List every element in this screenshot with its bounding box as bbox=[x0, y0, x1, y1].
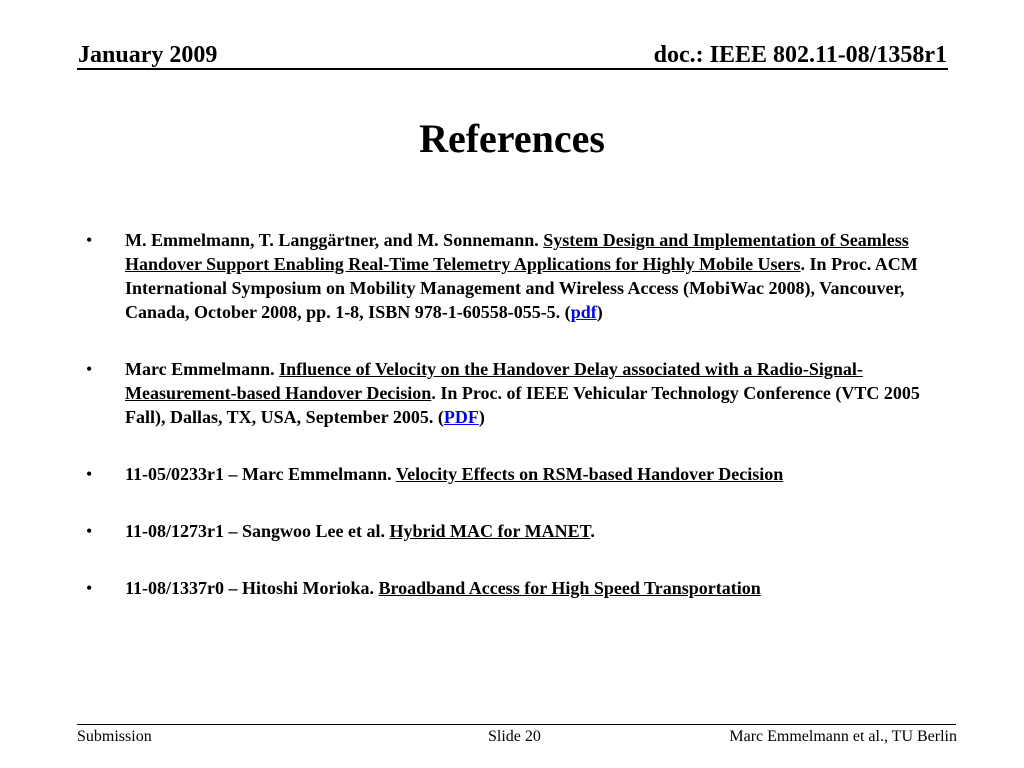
reference-authors: 11-08/1273r1 – Sangwoo Lee et al. bbox=[125, 521, 390, 541]
reference-item bbox=[86, 462, 926, 486]
reference-title-link[interactable]: Broadband Access for High Speed Transportation bbox=[378, 578, 761, 598]
reference-item bbox=[86, 576, 926, 600]
reference-authors: 11-05/0233r1 – Marc Emmelmann. bbox=[125, 464, 396, 484]
pdf-link[interactable]: PDF bbox=[443, 407, 479, 427]
reference-item bbox=[86, 357, 926, 429]
reference-details: . In Proc. ACM International Symposium on Mobility Management and Wireless Access (MobiWac 2008), Vancouver, Canada, October 2008, pp. 1-8, ISBN 978-1-60558-055-5. ( bbox=[125, 254, 918, 322]
bullet: • bbox=[86, 464, 93, 484]
footer-submission: Submission bbox=[77, 728, 152, 745]
reference-title-link[interactable]: System Design and Implementation of Seamless Handover Support Enabling Real-Time Telemetry Applications for Highly Mobile Users bbox=[125, 230, 909, 274]
reference-details: . In Proc. of IEEE Vehicular Technology Conference (VTC 2005 Fall), Dallas, TX, USA, September 2005. ( bbox=[125, 383, 920, 427]
footer-slide-number: Slide 20 bbox=[488, 728, 541, 745]
header-date: January 2009 bbox=[78, 42, 218, 68]
footer-author: Marc Emmelmann et al., TU Berlin bbox=[729, 728, 957, 745]
slide-title: References bbox=[419, 116, 605, 161]
footer-divider bbox=[77, 724, 956, 725]
reference-title-link[interactable]: Influence of Velocity on the Handover Delay associated with a Radio-Signal-Measurement-based Handover Decision bbox=[125, 359, 863, 403]
reference-details: . bbox=[590, 521, 595, 541]
pdf-link[interactable]: pdf bbox=[570, 302, 597, 322]
reference-title-link[interactable]: Velocity Effects on RSM-based Handover Decision bbox=[395, 464, 784, 484]
reference-authors: M. Emmelmann, T. Langgärtner, and M. Sonnemann. bbox=[125, 230, 544, 250]
bullet: • bbox=[86, 521, 93, 541]
header-divider bbox=[77, 68, 948, 70]
reference-title-link[interactable]: Hybrid MAC for MANET bbox=[389, 521, 591, 541]
reference-item bbox=[86, 228, 926, 324]
bullet: • bbox=[86, 578, 93, 598]
reference-close: ) bbox=[478, 407, 485, 427]
reference-authors: 11-08/1337r0 – Hitoshi Morioka. bbox=[125, 578, 379, 598]
reference-item bbox=[86, 519, 926, 543]
reference-close: ) bbox=[596, 302, 603, 322]
reference-authors: Marc Emmelmann. bbox=[125, 359, 280, 379]
bullet: • bbox=[86, 359, 93, 379]
header-document-id: doc.: IEEE 802.11-08/1358r1 bbox=[653, 42, 947, 68]
bullet: • bbox=[86, 230, 93, 250]
reference-list bbox=[86, 228, 926, 600]
